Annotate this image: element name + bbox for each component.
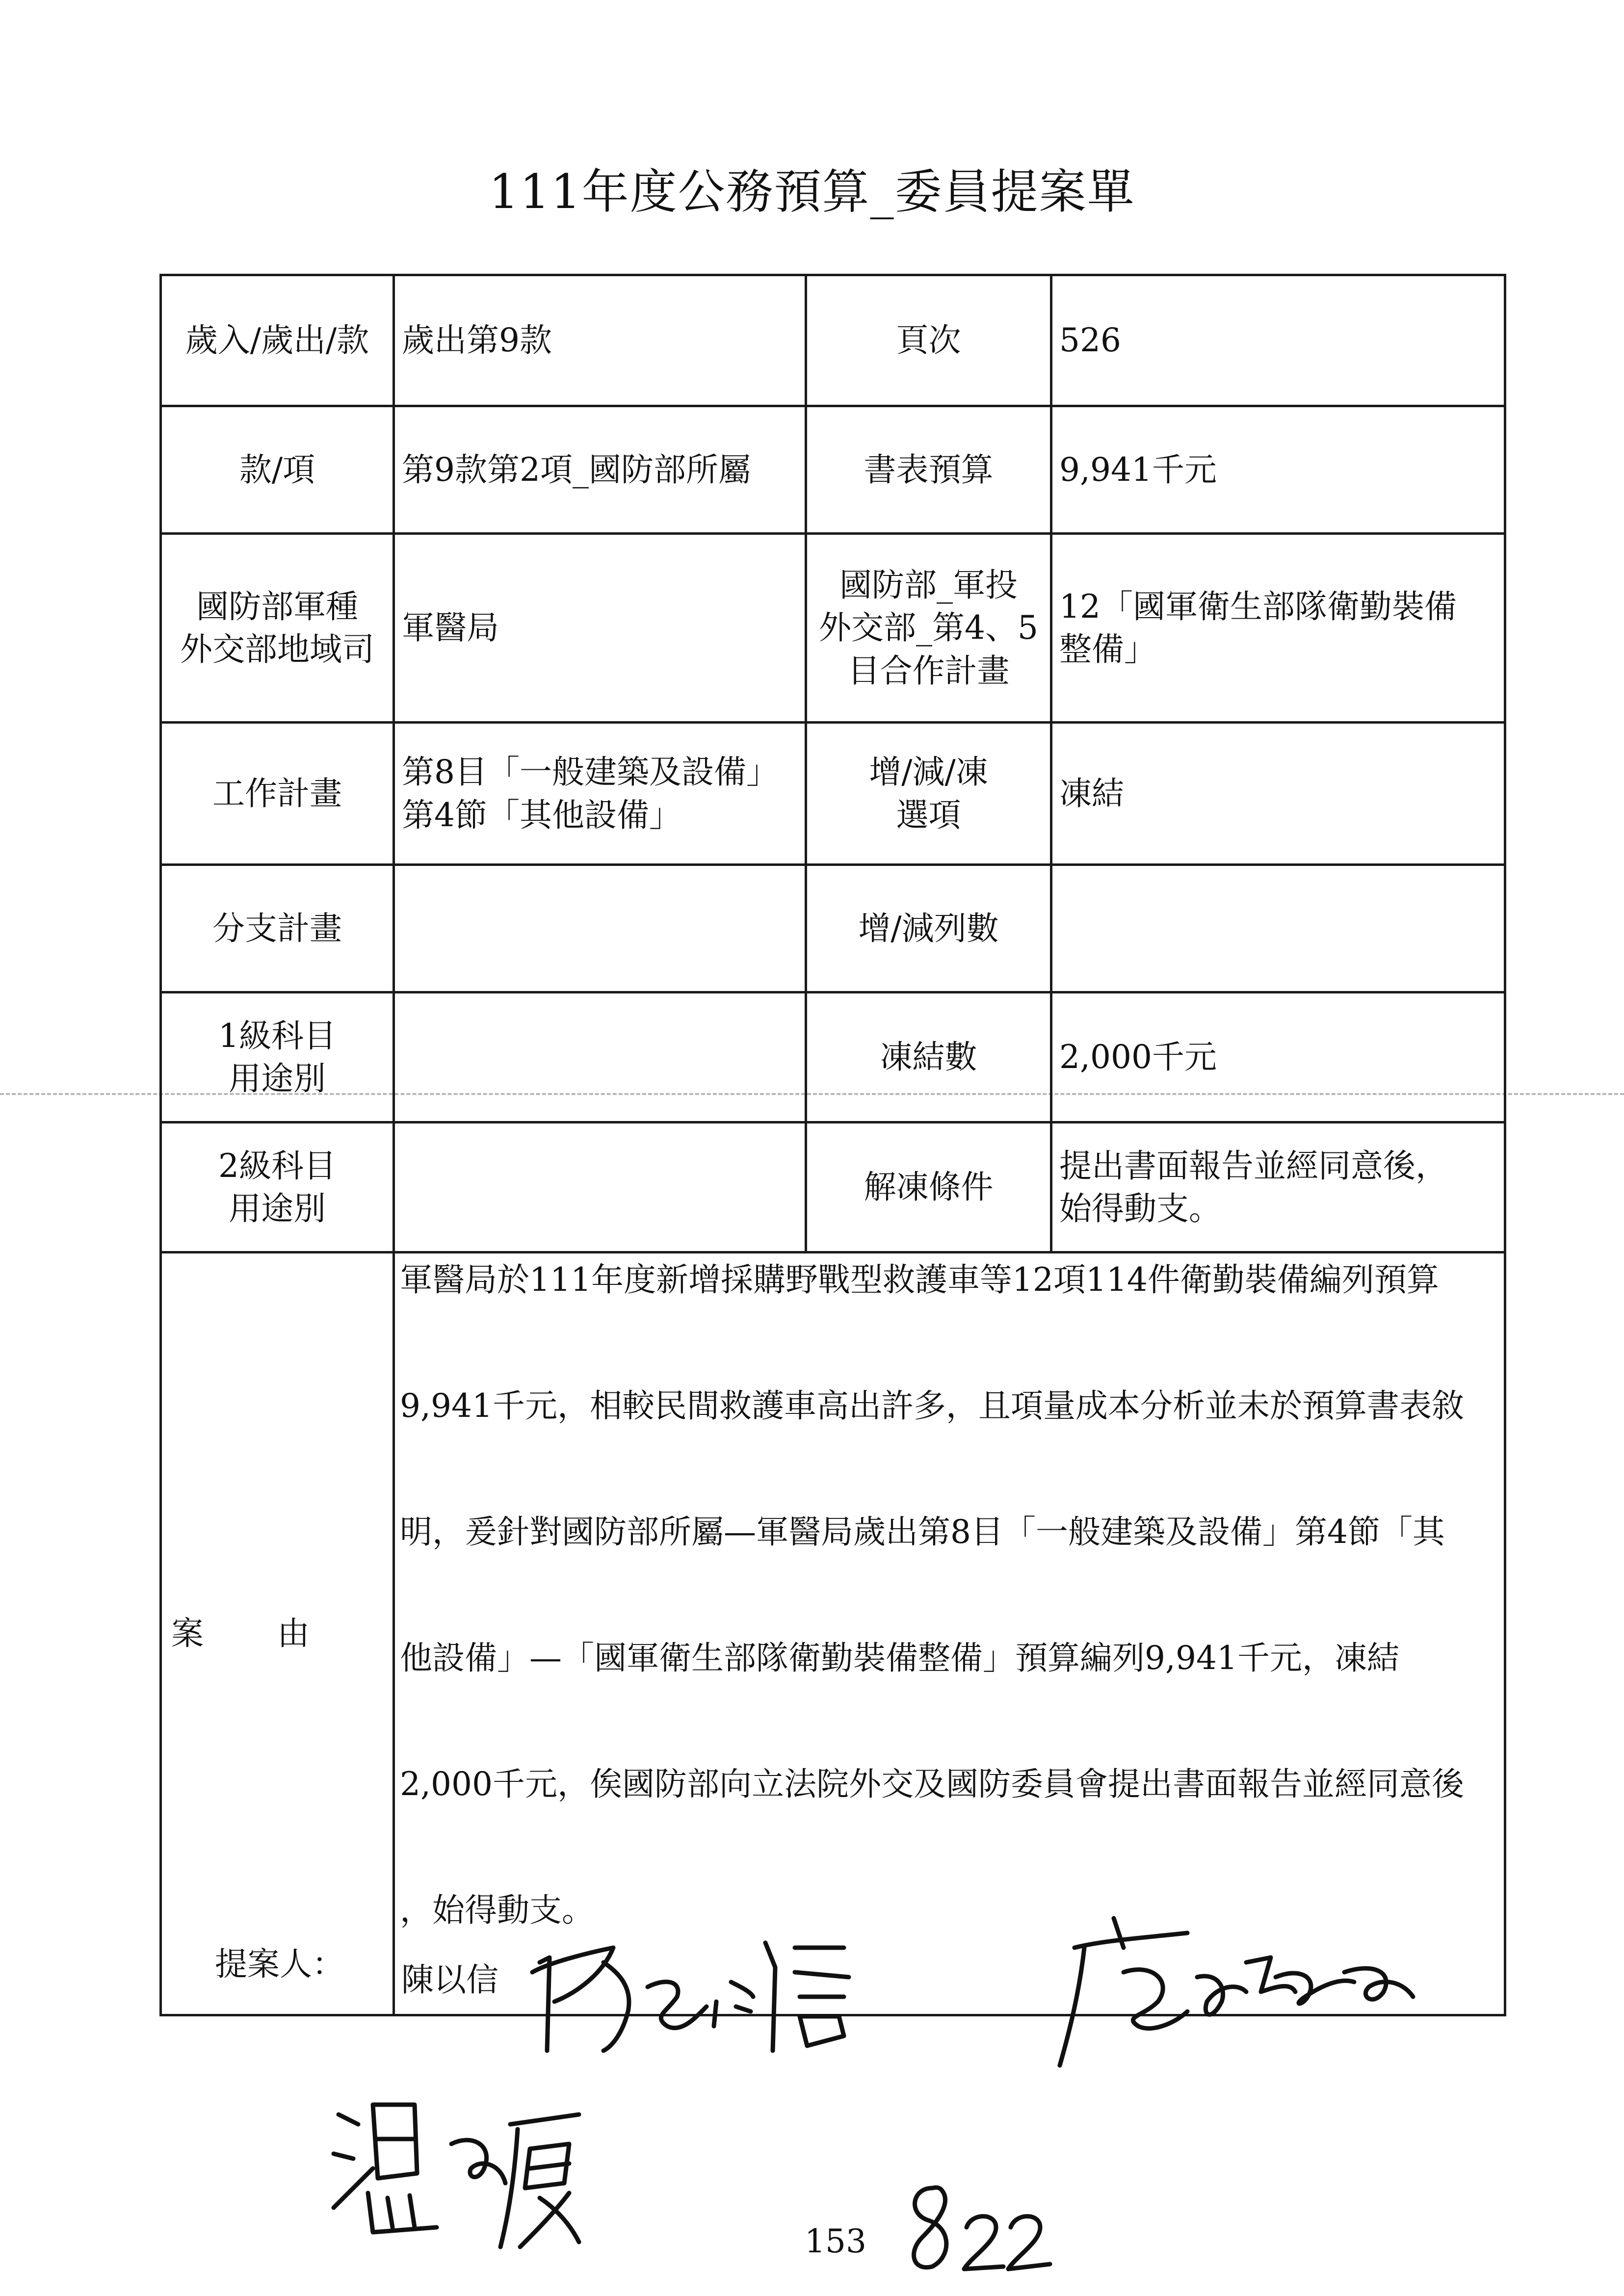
label-line: 用途別 xyxy=(229,1190,326,1227)
label-page: 頁次 xyxy=(806,275,1051,406)
handwritten-number-822 xyxy=(898,2173,1055,2281)
table-row xyxy=(161,406,1505,534)
label-line: 目合作計畫 xyxy=(847,652,1010,690)
reason-line: 軍醫局於111年度新增採購野戰型救護車等12項114件衛勤裝備編列預算 xyxy=(400,1261,1439,1299)
proposal-form-table xyxy=(159,274,1506,2016)
label-line: 外交部地域司 xyxy=(180,630,374,668)
reason-line: 9,941千元，相較民間救護車高出許多，且項量成本分析並未於預算書表敘 xyxy=(400,1387,1464,1425)
label-program xyxy=(806,534,1051,723)
value-freeze-amount: 2,000千元 xyxy=(1051,992,1505,1122)
value-statement-budget: 9,941千元 xyxy=(1051,406,1505,534)
label-line: 選項 xyxy=(896,796,961,834)
label-reason: 案由 xyxy=(161,1252,394,2015)
label-freeze-amount: 凍結數 xyxy=(806,992,1051,1122)
signature-wen-yu-hsia xyxy=(324,2085,599,2262)
value-line: 第4節「其他設備」 xyxy=(402,796,681,834)
table-row xyxy=(161,992,1505,1122)
table-row xyxy=(161,865,1505,992)
table-row xyxy=(161,723,1505,865)
label-line: 1級科目 xyxy=(218,1017,336,1055)
label-level2-subject xyxy=(161,1122,394,1252)
reason-line: 明，爰針對國防部所屬—軍醫局歲出第8目「一般建築及設備」第4節「其 xyxy=(400,1513,1445,1551)
signature-chen-yi-hsin xyxy=(520,1928,864,2065)
page-number: 153 xyxy=(805,2222,866,2260)
table-row xyxy=(161,1122,1505,1252)
value-adjust-amount xyxy=(1051,865,1505,992)
label-line: 用途別 xyxy=(229,1060,326,1097)
label-work-plan: 工作計畫 xyxy=(161,723,394,865)
value-budget-type: 歲出第9款 xyxy=(394,275,806,406)
label-line: 外交部_第4、5 xyxy=(819,609,1038,647)
label-line: 增/減/凍 xyxy=(869,753,988,791)
document-title: 111年度公務預算_委員提案單 xyxy=(489,164,1135,219)
label-budget-type: 歲入/歲出/款 xyxy=(161,275,394,406)
label-branch-plan: 分支計畫 xyxy=(161,865,394,992)
label-line: 國防部軍種 xyxy=(196,587,358,626)
reason-line: 2,000千元，俟國防部向立法院外交及國防委員會提出書面報告並經同意後 xyxy=(400,1765,1464,1803)
value-branch: 軍醫局 xyxy=(394,534,806,723)
signature-tseng-ming-tsung xyxy=(1040,1904,1423,2080)
reason-text xyxy=(394,1252,1505,2015)
label-level1-subject xyxy=(161,992,394,1122)
value-level1-subject xyxy=(394,992,806,1122)
label-line: 國防部_軍投 xyxy=(839,566,1018,604)
value-branch-plan xyxy=(394,865,806,992)
table-row xyxy=(161,534,1505,723)
value-section-item: 第9款第2項_國防部所屬 xyxy=(394,406,806,534)
label-statement-budget: 書表預算 xyxy=(806,406,1051,534)
label-unfreeze-condition: 解凍條件 xyxy=(806,1122,1051,1252)
reason-line: 他設備」—「國軍衛生部隊衛勤裝備整備」預算編列9,941千元，凍結 xyxy=(400,1639,1399,1677)
table-row xyxy=(161,1252,1505,2015)
reason-line: ，始得動支。 xyxy=(400,1891,594,1929)
label-adjust-amount: 增/減列數 xyxy=(806,865,1051,992)
table-row xyxy=(161,275,1505,406)
value-program xyxy=(1051,534,1505,723)
label-section-item: 款/項 xyxy=(161,406,394,534)
label-branch xyxy=(161,534,394,723)
value-line: 12「國軍衛生部隊衛勤裝備 xyxy=(1059,587,1457,626)
value-level2-subject xyxy=(394,1122,806,1252)
value-page: 526 xyxy=(1051,275,1505,406)
value-line: 第8目「一般建築及設備」 xyxy=(402,753,779,791)
value-unfreeze-condition xyxy=(1051,1122,1505,1252)
value-action-option: 凍結 xyxy=(1051,723,1505,865)
proposer-label: 提案人： xyxy=(215,1945,344,1983)
label-line: 2級科目 xyxy=(218,1147,336,1185)
proposer-name: 陳以信 xyxy=(401,1961,498,1999)
value-line: 整備」 xyxy=(1059,630,1156,668)
value-line: 提出書面報告並經同意後， xyxy=(1059,1147,1448,1185)
value-work-plan xyxy=(394,723,806,865)
value-line: 始得動支。 xyxy=(1059,1190,1221,1227)
label-action-option xyxy=(806,723,1051,865)
